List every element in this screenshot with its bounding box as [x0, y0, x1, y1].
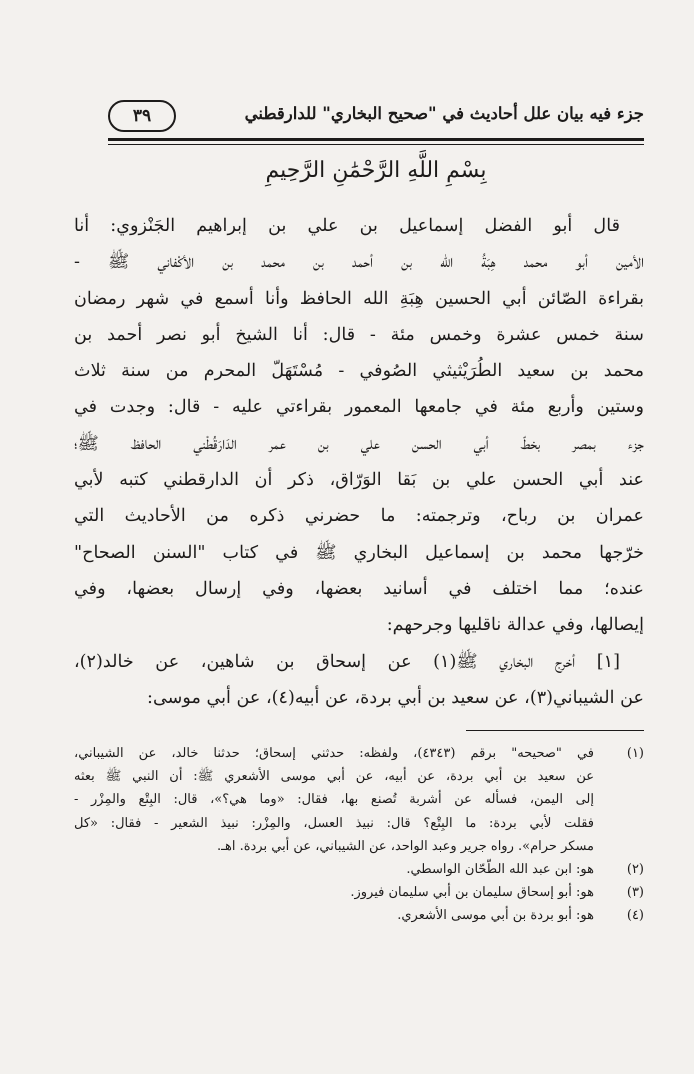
footnote	[74, 858, 644, 881]
text-line: وستين وأربع مئة في جامعها المعمور بقراءتي عليه - قال: وجدت في	[74, 397, 644, 418]
footnote-line: هو: ابن عبد الله الطّحّان الواسطي.	[406, 861, 594, 877]
footnote-line: هو: أبو إسحاق سليمان بن أبي سليمان فيروز.	[350, 885, 594, 901]
text-line: عمران بن رباح، وترجمته: ما حضرني ذكره من الأحاديث التي	[74, 506, 644, 527]
text-line: محمد بن سعيد الطُرَيْثيثي الصُوفي - مُسْتَهَلّ المحرم من سنة ثلاث	[74, 361, 644, 382]
basmala: بِسْمِ اللَّهِ الرَّحْمَٰنِ الرَّحِيمِ	[265, 158, 487, 183]
main-text	[74, 208, 644, 716]
text-line: قال أبو الفضل إسماعيل بن علي بن إبراهيم الجَنْزوي: أنا	[74, 216, 620, 236]
footnote-line: إلى اليمن، فسأله عن أشربة تُصنع بها، فقال: «وما هي؟»، قال: البِتْع والمِزْر -	[74, 792, 594, 808]
footnote-line: هو: أبو بردة بن أبي موسى الأشعري.	[397, 908, 594, 924]
text-line: خرّجها محمد بن إسماعيل البخاري ﷺ في كتاب "السنن الصحاح"	[74, 542, 644, 563]
footnote	[74, 904, 644, 927]
footnote-line: مسكر حرام». رواه جرير وعبد الواحد، عن الشيباني، عن أبي بردة. اهـ.	[217, 838, 594, 854]
footnote-number: (١)	[626, 746, 644, 761]
footnote-number: (٣)	[626, 885, 644, 901]
running-title: جزء فيه بيان علل أحاديث في "صحيح البخاري" للدارقطني	[244, 104, 644, 123]
footnote-line: في "صحيحه" برقم (٤٣٤٣)، ولفظه: حدثني إسحاق؛ حدثنا خالد، عن الشيباني،	[74, 746, 594, 761]
footnote-line: فقلت لأبي بردة: ما البِتْع؟ قال: نبيذ العسل، والمِزْر: نبيذ الشعير - فقال: «كل	[74, 815, 594, 831]
text-line: بقراءة الصّائن أبي الحسين هِبَةِ الله الحافظ وأنا أسمع في شهر رمضان	[74, 288, 644, 309]
text-line: الأمين أبو محمد هِبَةُ الله بن أحمد بن محمد بن الأكْفاني ﷺ -	[74, 252, 644, 273]
text-line: عن الشيباني(٣)، عن سعيد بن أبي بردة، عن أبيه(٤)، عن أبي موسى:	[147, 687, 644, 708]
footnote	[74, 742, 644, 858]
footnote-line: عن سعيد بن أبي بردة، عن أبيه، عن أبي موسى الأشعري ﷺ: أن النبي ﷺ بعثه	[74, 769, 594, 785]
footnote-number: (٤)	[626, 908, 644, 924]
page-header	[108, 98, 644, 142]
footnote	[74, 881, 644, 904]
footnote-separator	[466, 730, 644, 731]
header-rule-thin	[108, 144, 644, 145]
footnotes	[74, 742, 644, 928]
header-rule-thick	[108, 138, 644, 141]
page-number: ٣٩	[108, 100, 176, 132]
text-line: سنة خمس عشرة وخمس مئة - قال: أنا الشيخ أبو نصر أحمد بن	[74, 324, 644, 345]
text-line: إيصالها، وفي عدالة ناقليها وجرحهم:	[386, 615, 644, 636]
text-line: [١] أخرج البخاري ﷺ(١) عن إسحاق بن شاهين، عن خالد(٢)،	[74, 651, 620, 672]
text-line: عند أبي الحسن علي بن بَقا الوَرّاق، ذكر أن الدارقطني كتبه لأبي	[74, 470, 644, 491]
text-line: عنده؛ مما اختلف في أسانيد بعضها، وفي إرسال بعضها، وفي	[74, 578, 644, 599]
text-line: جزء بمصر بخطّ أبي الحسن علي بن عمر الدَارَقُطْني الحافظ ﷺ؛	[74, 433, 644, 454]
footnote-number: (٢)	[626, 861, 644, 877]
